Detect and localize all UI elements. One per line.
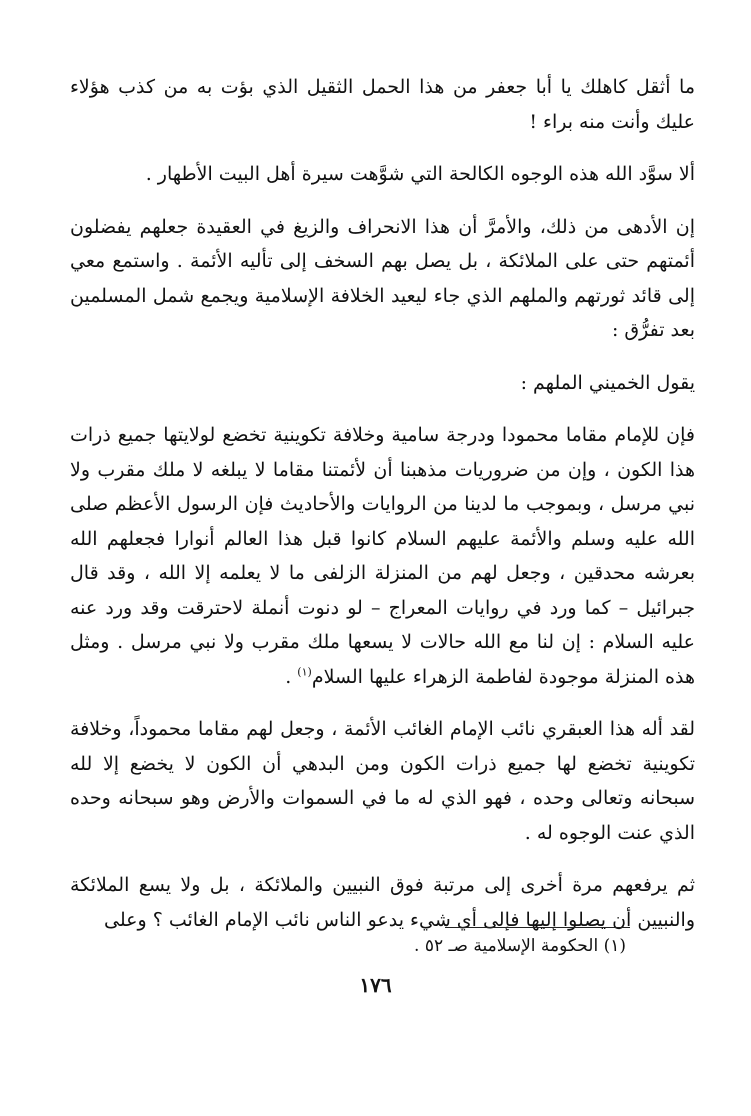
paragraph: ثم يرفعهم مرة أخرى إلى مرتبة فوق النبيين والملائكة ، بل ولا يسع الملائكة والنبيين أن يصلوا إليها فإلى أي شيء يدعو الناس نائب الإمام الغائب ؟ وعلى <box>70 874 695 931</box>
page-body <box>70 70 695 947</box>
quote-text: فإن للإمام مقاما محمودا ودرجة سامية وخلافة تكوينية تخضع لولايتها جميع ذرات هذا الكون ، وإن من ضروريات مذهبنا أن لأئمتنا مقاما لا يبلغه لا ملك مقرب ولا نبي مرسل ، وبموجب ما لدينا من الروايات والأحاديث فإن الرسول الأعظم صلى الله عليه وسلم والأئمة عليهم السلام كانوا قبل هذا العالم أنوارا فجعلهم الله بعرشه محدقين ، وجعل لهم من المنزلة الزلفى ما لا يعلمه إلا الله ، وقد قال جبرائيل – كما ورد في روايات المعراج – لو دنوت أنملة لاحترقت وقد ورد عنه عليه السلام : إن لنا مع الله حالات لا يسعها ملك مقرب ولا نبي مرسل . ومثل هذه المنزلة موجودة لفاطمة الزهراء عليها السلام <box>70 424 695 688</box>
paragraph: يقول الخميني الملهم : <box>520 371 695 394</box>
page-number: ١٧٦ <box>359 973 392 997</box>
paragraph: ما أثقل كاهلك يا أبا جعفر من هذا الحمل الثقيل الذي بؤت به من كذب هؤلاء عليك وأنت منه براء ! <box>70 76 695 133</box>
footnote: (١) الحكومة الإسلامية صـ ٥٢ . <box>414 936 626 956</box>
quote-end: . <box>285 665 298 688</box>
paragraph: إن الأدهى من ذلك، والأمرَّ أن هذا الانحراف والزيغ في العقيدة جعلهم يفضلون أئمتهم حتى على الملائكة ، بل يصل بهم السخف إلى تأليه الأئمة . واستمع معي إلى قائد ثورتهم والملهم الذي جاء ليعيد الخلافة الإسلامية ويجمع شمل المسلمين بعد تفرُّق : <box>70 215 695 341</box>
quoted-paragraph <box>70 418 695 694</box>
footnote-reference: (١) <box>297 665 312 679</box>
paragraph: ألا سوَّد الله هذه الوجوه الكالحة التي شوَّهت سيرة أهل البيت الأطهار . <box>145 163 695 185</box>
paragraph: لقد أله هذا العبقري نائب الإمام الغائب الأئمة ، وجعل لهم مقاما محموداً، وخلافة تكوينية تخضع لها جميع ذرات الكون ومن البدهي أن الكون لا يخضع إلا لله سبحانه وتعالى وحده ، فهو الذي له ما في السموات والأرض وهو سبحانه وحده الذي عنت الوجوه له . <box>70 718 695 844</box>
footnote-divider <box>445 927 630 928</box>
